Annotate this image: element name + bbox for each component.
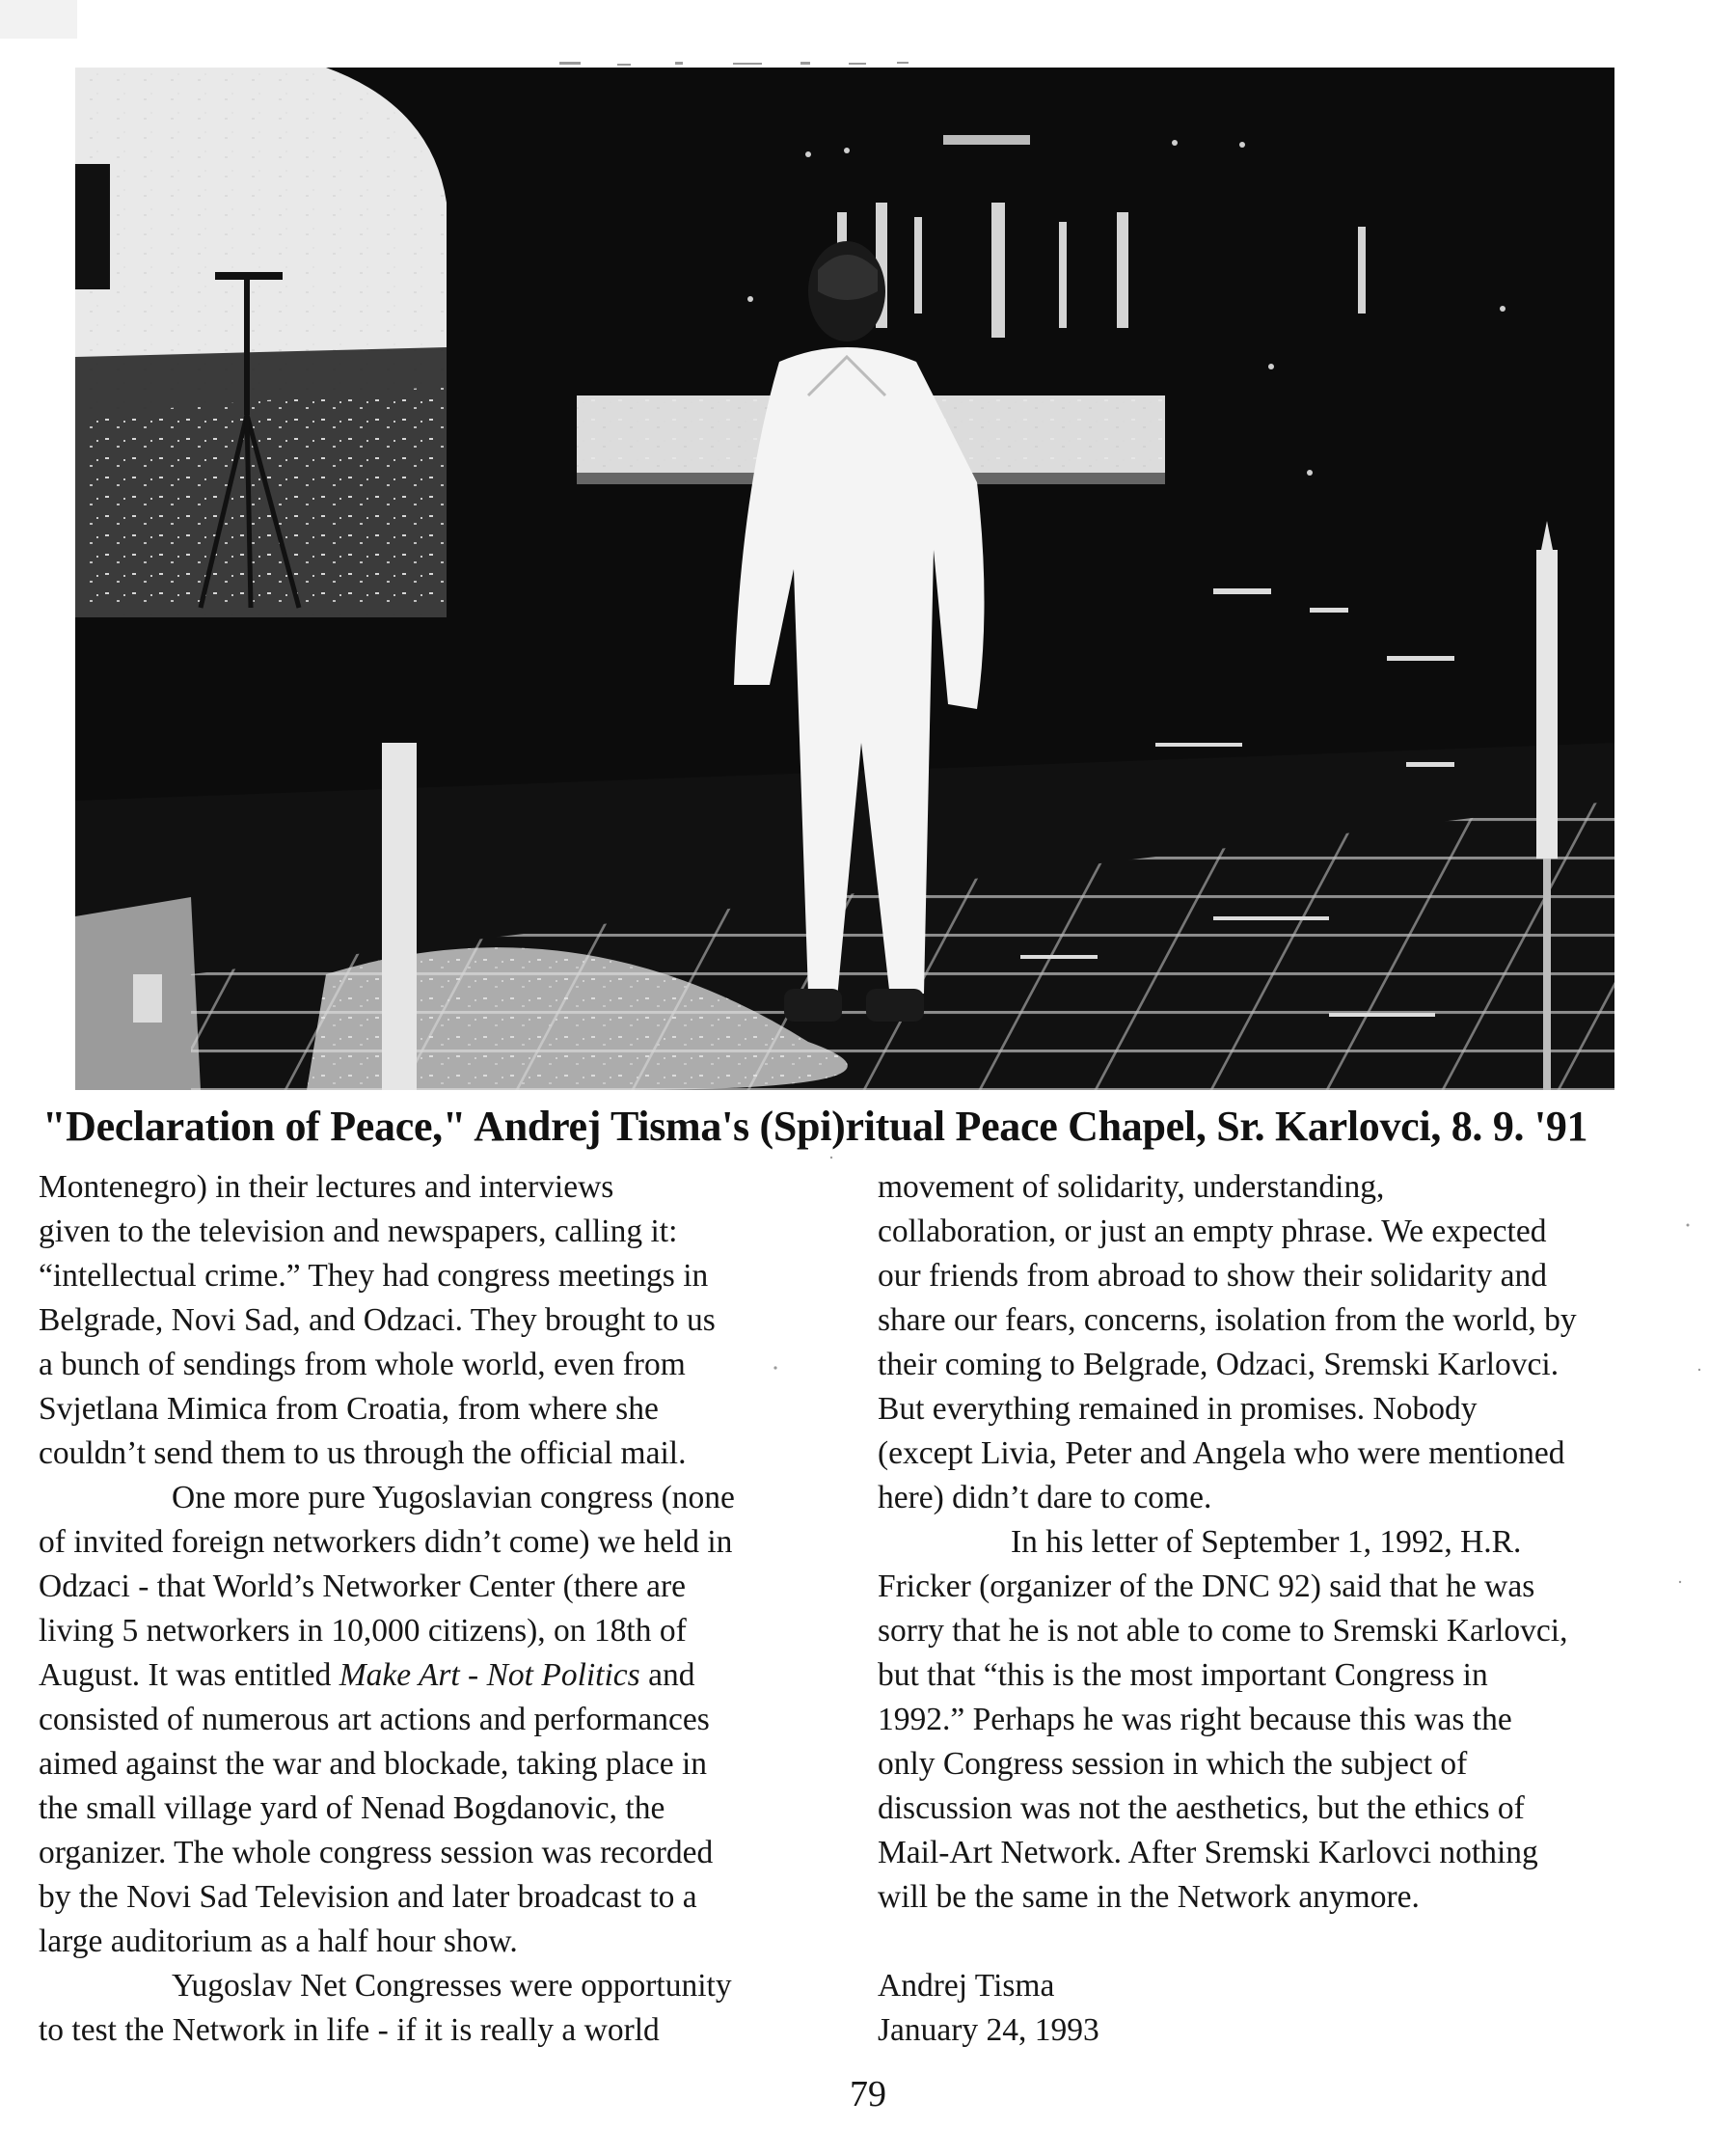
text-line: consisted of numerous art actions and performances [39,1702,710,1737]
text-line: Montenegro) in their lectures and interviews [39,1169,614,1205]
text-line: their coming to Belgrade, Odzaci, Sremski Karlovci. [878,1347,1560,1382]
text-line: collaboration, or just an empty phrase. We expected [878,1214,1547,1249]
signature [878,1964,1688,2053]
text-line: (except Livia, Peter and Angela who were mentioned [878,1435,1565,1471]
text-line: discussion was not the aesthetics, but the ethics of [878,1790,1525,1826]
photograph-man-in-white-chapel-icon [75,68,1614,1090]
text-line: of invited foreign networkers didn’t come) we held in [39,1524,733,1560]
page-number: 79 [850,2074,886,2114]
text-line: aimed against the war and blockade, taking place in [39,1746,707,1782]
text-segment: and [639,1657,695,1693]
text-line: 1992.” Perhaps he was right because this was the [878,1702,1512,1737]
paragraph [878,1165,1688,1520]
text-line: Odzaci - that World’s Networker Center (there are [39,1569,687,1604]
text-line: But everything remained in promises. Nobody [878,1391,1478,1427]
signature-date: January 24, 1993 [878,2012,1099,2048]
text-line: to test the Network in life - if it is really a world [39,2012,660,2048]
text-line: the small village yard of Nenad Bogdanovic, the [39,1790,665,1826]
text-line: large auditorium as a half hour show. [39,1923,518,1959]
text-column-left [39,1165,858,2053]
text-line: Svjetlana Mimica from Croatia, from where she [39,1391,659,1427]
text-line: In his letter of September 1, 1992, H.R. [1011,1524,1522,1560]
text-line: One more pure Yugoslavian congress (none [172,1480,735,1515]
text-line: our friends from abroad to show their solidarity and [878,1258,1548,1294]
text-line: Yugoslav Net Congresses were opportunity [172,1968,732,2004]
text-line: Belgrade, Novi Sad, and Odzaci. They brought to us [39,1302,716,1338]
text-segment: August. It was entitled [39,1657,339,1693]
text-line: by the Novi Sad Television and later broadcast to a [39,1879,697,1915]
text-line: couldn’t send them to us through the official mail. [39,1435,687,1471]
text-column-right [878,1165,1688,2053]
text-line: organizer. The whole congress session was recorded [39,1835,714,1870]
event-title: Make Art - Not Politics [339,1657,640,1693]
text-line: sorry that he is not able to come to Sremski Karlovci, [878,1613,1568,1649]
text-line: “intellectual crime.” They had congress meetings in [39,1258,709,1294]
text-line: but that “this is the most important Congress in [878,1657,1488,1693]
text-line: here) didn’t dare to come. [878,1480,1212,1515]
text-line: living 5 networkers in 10,000 citizens), on 18th of [39,1613,687,1649]
paragraph [39,1964,858,2053]
paragraph [39,1476,858,1964]
text-line: given to the television and newspapers, calling it: [39,1214,678,1249]
photo-caption: "Declaration of Peace," Andrej Tisma's (Spi)ritual Peace Chapel, Sr. Karlovci, 8. 9. '91 [42,1103,1588,1150]
text-line: only Congress session in which the subject of [878,1746,1468,1782]
paragraph [39,1165,858,1476]
text-line: share our fears, concerns, isolation from the world, by [878,1302,1577,1338]
text-line: movement of solidarity, understanding, [878,1169,1385,1205]
photo-declaration-of-peace [75,68,1614,1090]
text-line: Mail-Art Network. After Sremski Karlovci nothing [878,1835,1538,1870]
spacer [878,1920,1688,1964]
text-line-with-title [39,1653,858,1698]
signature-name: Andrej Tisma [878,1968,1055,2004]
text-line: Fricker (organizer of the DNC 92) said that he was [878,1569,1535,1604]
paragraph [878,1520,1688,1920]
text-line: a bunch of sendings from whole world, even from [39,1347,686,1382]
text-line: will be the same in the Network anymore. [878,1879,1420,1915]
